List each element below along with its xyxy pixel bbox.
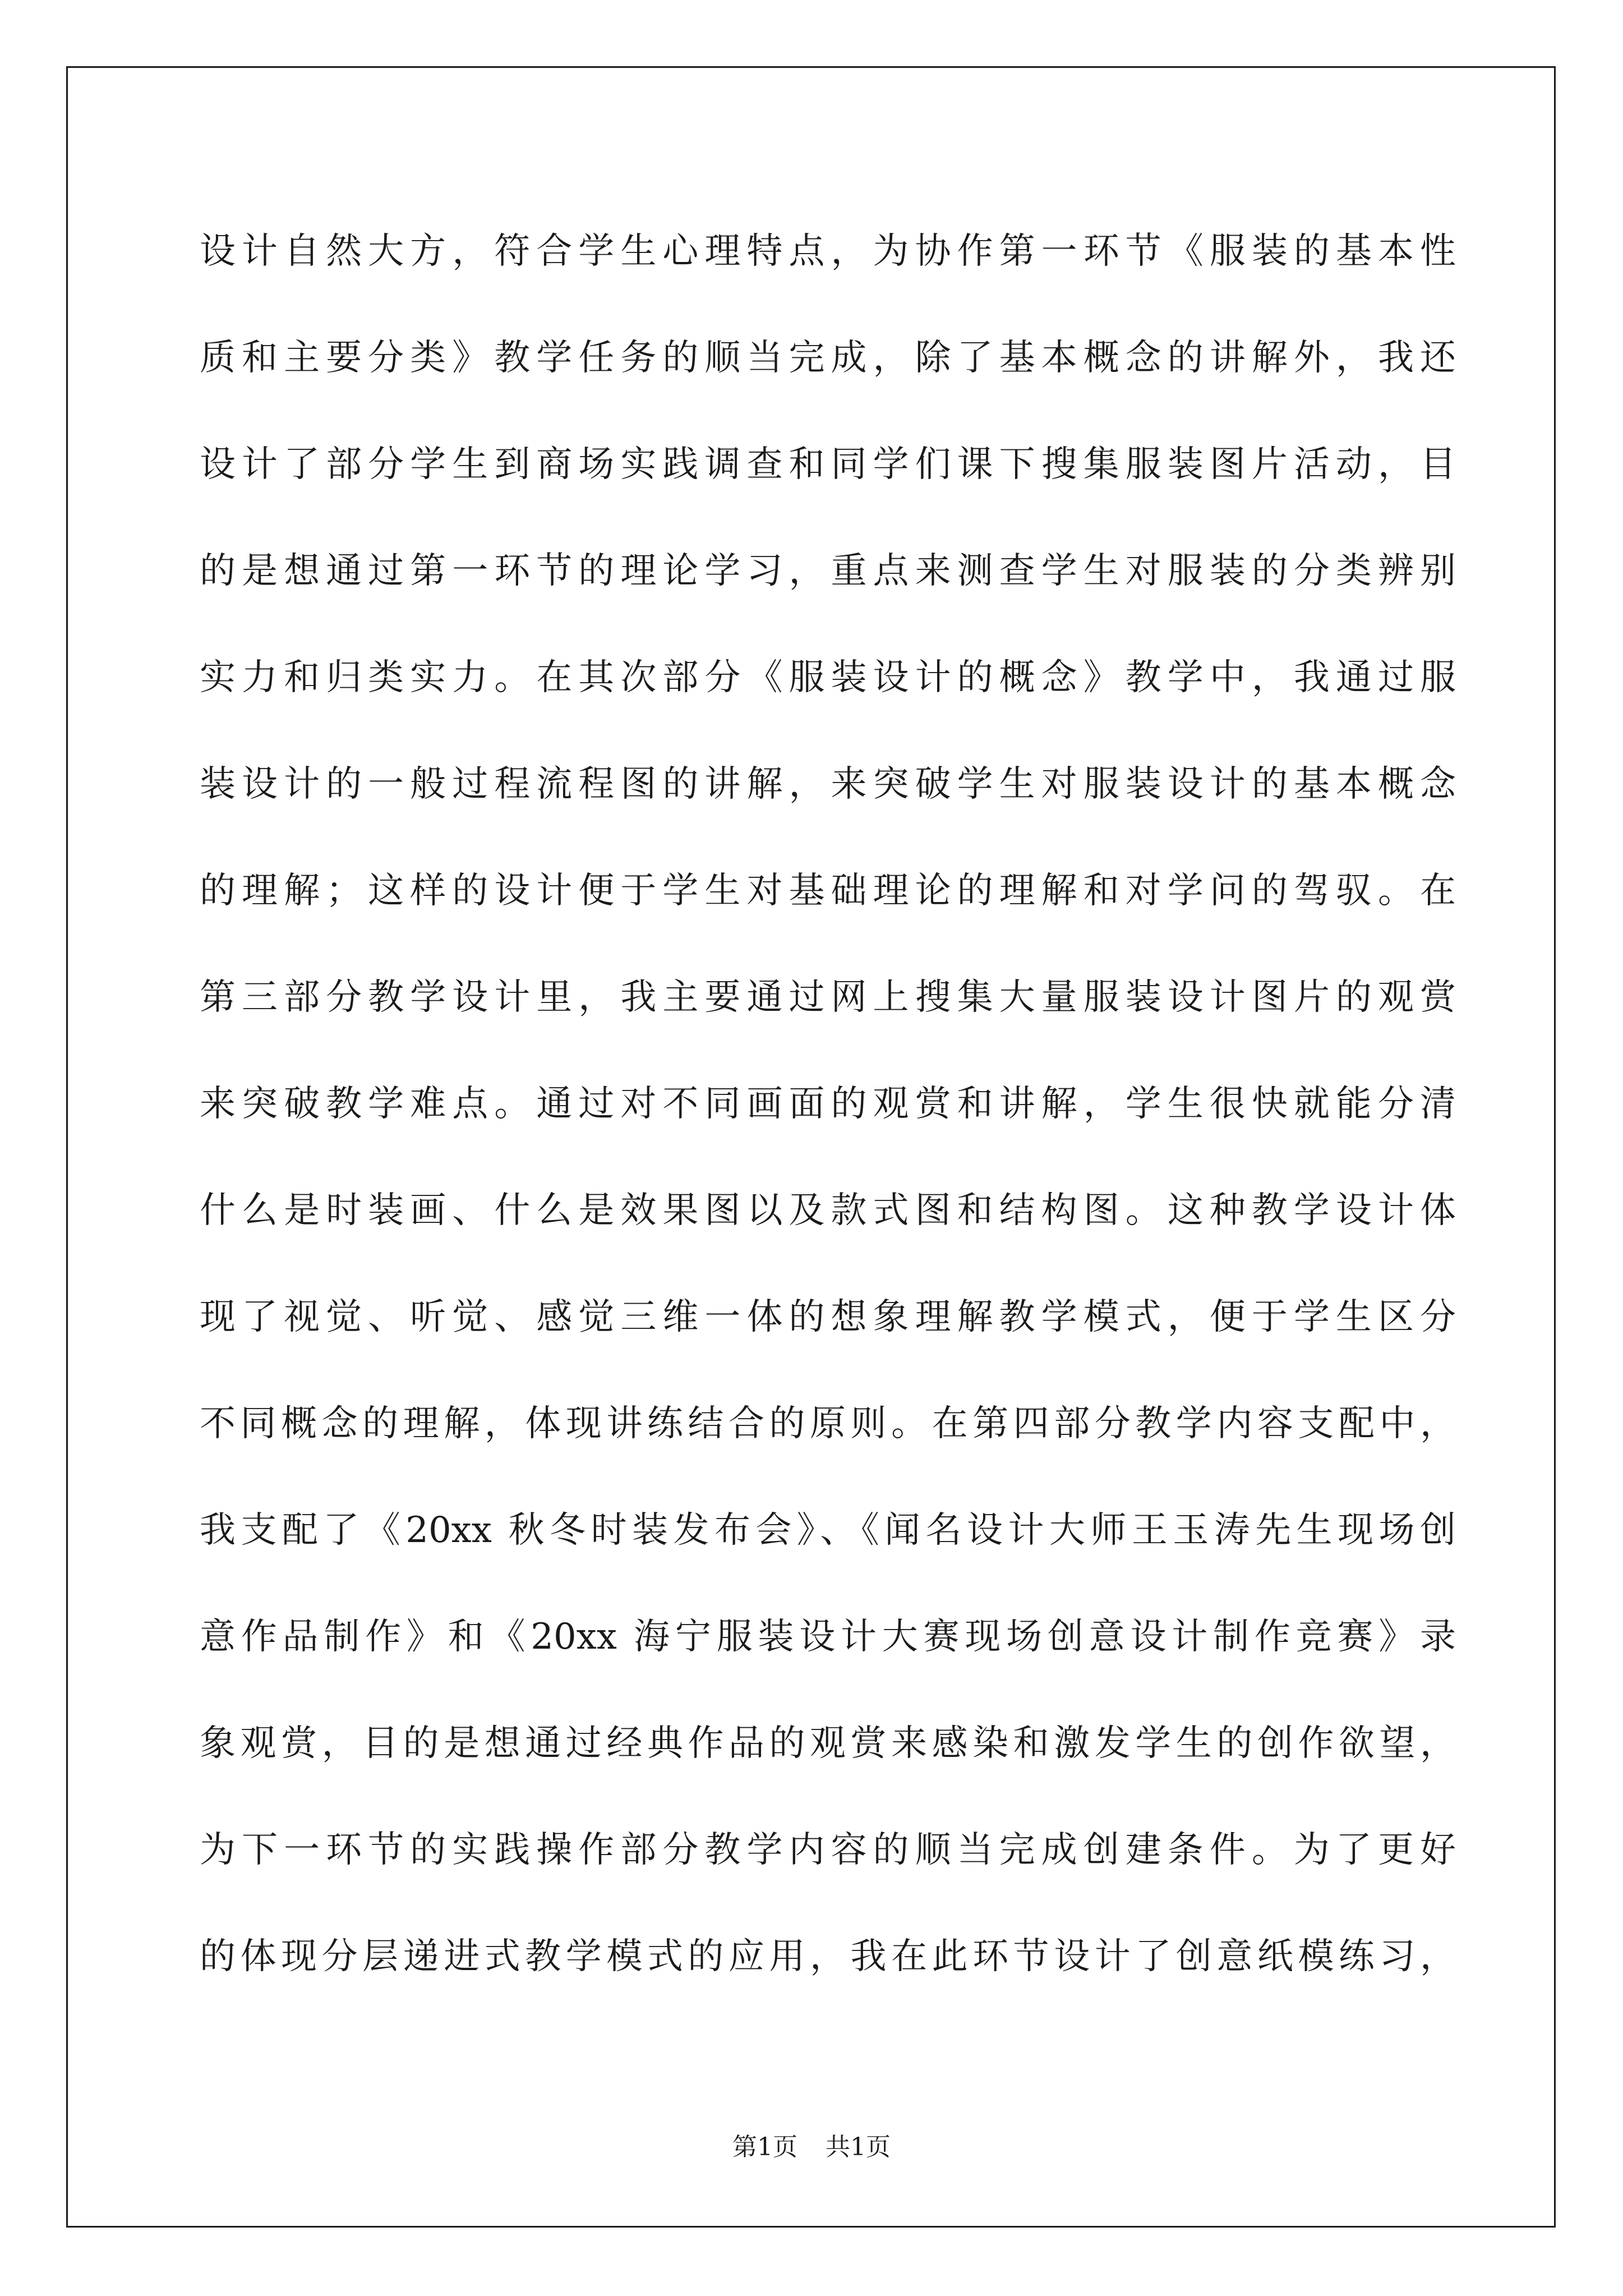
text-line: 为下一环节的实践操作部分教学内容的顺当完成创建条件。为了更好 [200, 1829, 1456, 1871]
text-line: 不同概念的理解，体现讲练结合的原则。在第四部分教学内容支配中， [200, 1403, 1456, 1444]
text-line: 的体现分层递进式教学模式的应用，我在此环节设计了创意纸模练习， [200, 1936, 1456, 1977]
text-line: 意作品制作》和《20xx 海宁服装设计大赛现场创意设计制作竞赛》录 [200, 1616, 1456, 1658]
text-line: 的理解；这样的设计便于学生对基础理论的理解和对学问的驾驭。在 [200, 870, 1456, 912]
text-line: 来突破教学难点。通过对不同画面的观赏和讲解，学生很快就能分清 [200, 1083, 1456, 1125]
text-line: 什么是时装画、什么是效果图以及款式图和结构图。这种教学设计体 [200, 1190, 1456, 1231]
text-line: 装设计的一般过程流程图的讲解，来突破学生对服装设计的基本概念 [200, 763, 1456, 805]
text-line: 设计了部分学生到商场实践调查和同学们课下搜集服装图片活动，目 [200, 444, 1456, 485]
page-footer [0, 2131, 1623, 2164]
text-line: 现了视觉、听觉、感觉三维一体的想象理解教学模式，便于学生区分 [200, 1296, 1456, 1338]
text-line: 质和主要分类》教学任务的顺当完成，除了基本概念的讲解外，我还 [200, 337, 1456, 379]
body-text [200, 212, 1456, 2024]
text-line: 设计自然大方，符合学生心理特点，为协作第一环节《服装的基本性 [200, 231, 1456, 272]
page-number: 第1页 [732, 2133, 797, 2161]
text-line: 我支配了《20xx 秋冬时装发布会》、《闻名设计大师王玉涛先生现场创 [200, 1510, 1456, 1551]
text-line: 第三部分教学设计里，我主要通过网上搜集大量服装设计图片的观赏 [200, 977, 1456, 1018]
text-line: 实力和归类实力。在其次部分《服装设计的概念》教学中，我通过服 [200, 657, 1456, 698]
text-line: 的是想通过第一环节的理论学习，重点来测查学生对服装的分类辨别 [200, 550, 1456, 592]
page-total: 共1页 [826, 2133, 891, 2161]
text-line: 象观赏，目的是想通过经典作品的观赏来感染和激发学生的创作欲望， [200, 1723, 1456, 1764]
